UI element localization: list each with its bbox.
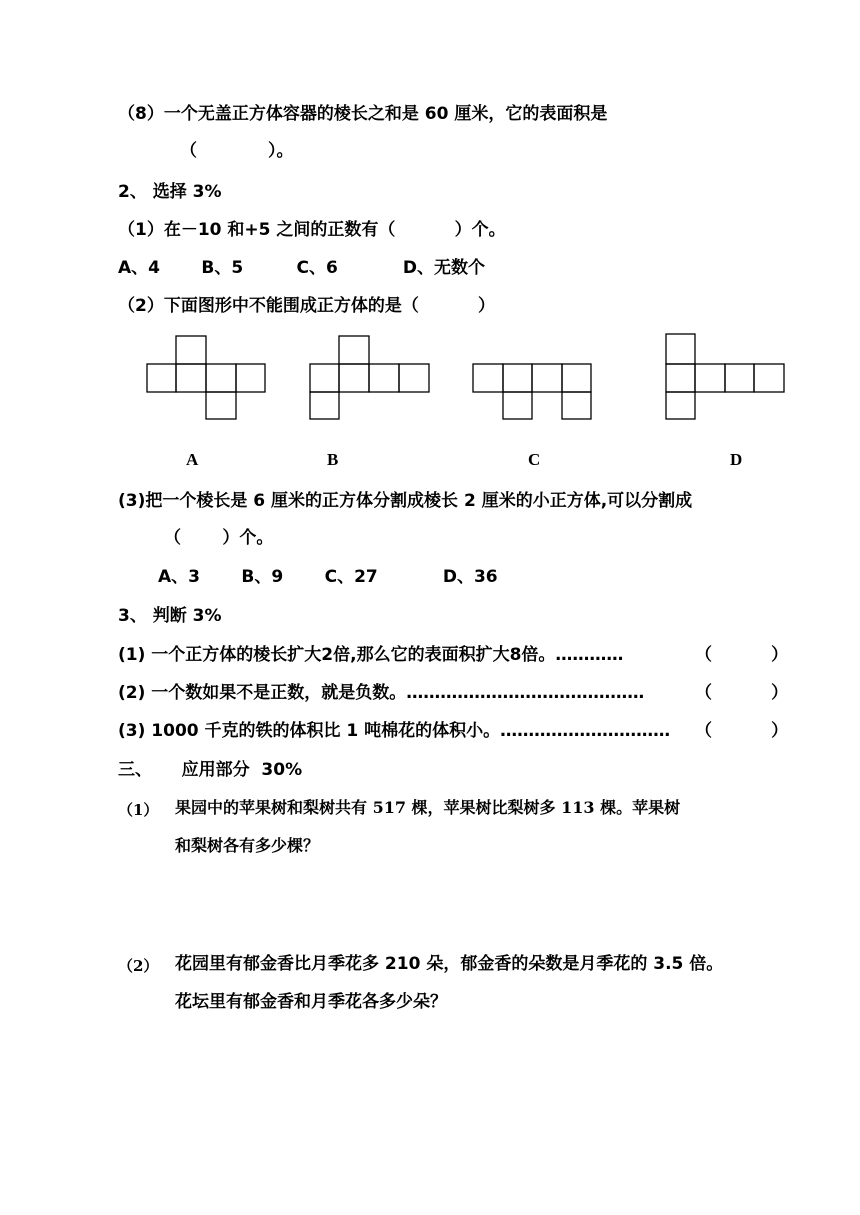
net-a: [147, 336, 265, 419]
cube-nets-figure: [0, 0, 860, 440]
net-b: [310, 336, 429, 419]
net-c: [473, 364, 591, 419]
choice-q2-text: （2）下面图形中不能围成正方体的是（ ）: [118, 296, 496, 316]
choice-q3-line-2: （ ）个。: [164, 528, 274, 548]
net-label-b: B: [327, 450, 339, 469]
judge-item-1-paren: （ ）: [695, 645, 789, 665]
problem-1-line-1: 果园中的苹果树和梨树共有 517 棵，苹果树比梨树多 113 棵。苹果树: [175, 798, 681, 817]
judge-item-3-paren: （ ）: [695, 721, 789, 741]
problem-2-line-1: 花园里有郁金香比月季花多 210 朵，郁金香的朵数是月季花的 3.5 倍。: [175, 954, 724, 974]
net-label-a: A: [186, 450, 199, 469]
problem-2-line-2: 花坛里有郁金香和月季花各多少朵？: [175, 992, 447, 1012]
judge-item-2: (2) 一个数如果不是正数，就是负数。……………………………………: [118, 683, 645, 703]
net-label-c: C: [528, 450, 541, 469]
judge-item-1: (1) 一个正方体的棱长扩大2倍,那么它的表面积扩大8倍。…………: [118, 645, 624, 665]
problem-1-number: （1）: [118, 801, 159, 819]
q8-answer-blank: （ ）。: [180, 141, 294, 161]
choice-q3-line-1: (3)把一个棱长是 6 厘米的正方体分割成棱长 2 厘米的小正方体,可以分割成: [118, 491, 693, 511]
judge-item-3: (3) 1000 千克的铁的体积比 1 吨棉花的体积小。…………………………: [118, 721, 671, 741]
choice-q1-options: A、4 B、5 C、6 D、无数个: [118, 258, 485, 278]
problem-2-number: （2）: [118, 957, 159, 975]
part-3-title: 三、 应用部分 30%: [118, 760, 303, 780]
net-label-d: D: [730, 450, 743, 469]
section-2-title: 2、 选择 3%: [118, 182, 222, 202]
choice-q3-options: A、3 B、9 C、27 D、36: [158, 567, 498, 587]
problem-1-line-2: 和梨树各有多少棵？: [175, 836, 320, 855]
choice-q1-text: （1）在－10 和+5 之间的正数有（ ）个。: [118, 220, 506, 240]
net-d: [666, 334, 784, 419]
judge-item-2-paren: （ ）: [695, 683, 789, 703]
section-3-title: 3、 判断 3%: [118, 606, 222, 626]
q8-line-1: （8）一个无盖正方体容器的棱长之和是 60 厘米，它的表面积是: [118, 104, 608, 124]
